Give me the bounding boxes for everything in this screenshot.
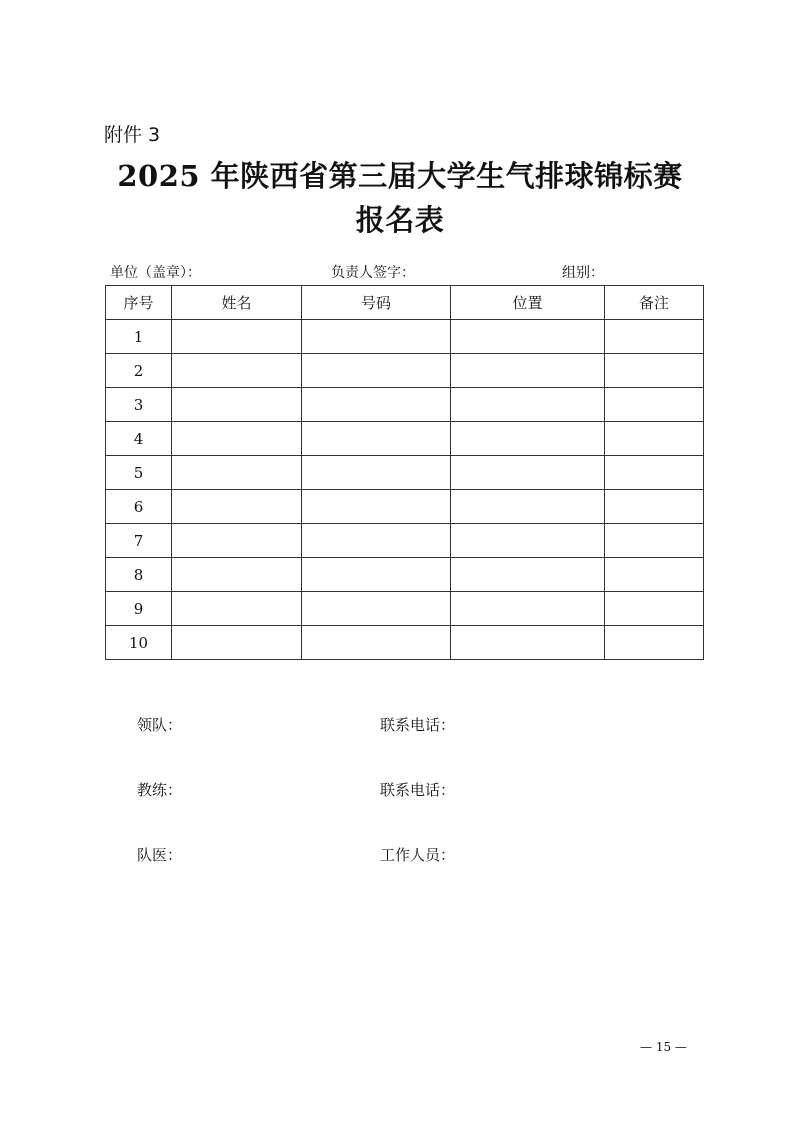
table-row — [106, 558, 704, 592]
number-cell[interactable] — [302, 320, 451, 354]
notes-cell[interactable] — [605, 456, 704, 490]
header-number: 号码 — [302, 286, 451, 320]
table-header-row — [106, 286, 704, 320]
number-cell[interactable] — [302, 388, 451, 422]
position-cell[interactable] — [451, 422, 605, 456]
header-notes: 备注 — [605, 286, 704, 320]
position-cell[interactable] — [451, 354, 605, 388]
row-index-cell: 6 — [106, 490, 172, 524]
document-title: 2025 年陕西省第三届大学生气排球锦标赛 — [117, 159, 683, 193]
notes-cell[interactable] — [605, 524, 704, 558]
notes-cell[interactable] — [605, 626, 704, 660]
number-cell[interactable] — [302, 558, 451, 592]
table-row — [106, 524, 704, 558]
staff-label: 工作人员： — [380, 846, 456, 864]
header-index: 序号 — [106, 286, 172, 320]
row-index-cell: 3 — [106, 388, 172, 422]
notes-cell[interactable] — [605, 490, 704, 524]
position-cell[interactable] — [451, 320, 605, 354]
group-field-label: 组别： — [562, 265, 604, 281]
header-name: 姓名 — [172, 286, 302, 320]
row-index-cell: 2 — [106, 354, 172, 388]
table-row — [106, 422, 704, 456]
doctor-label: 队医： — [137, 846, 183, 864]
attachment-label: 附件 3 — [104, 124, 161, 146]
coach-label: 教练： — [137, 781, 183, 799]
page-number: — 15 — — [640, 1040, 687, 1054]
notes-cell[interactable] — [605, 592, 704, 626]
name-cell[interactable] — [172, 490, 302, 524]
number-cell[interactable] — [302, 524, 451, 558]
table-row — [106, 320, 704, 354]
name-cell[interactable] — [172, 354, 302, 388]
notes-cell[interactable] — [605, 320, 704, 354]
table-row — [106, 388, 704, 422]
table-row — [106, 456, 704, 490]
row-index-cell: 8 — [106, 558, 172, 592]
row-index-cell: 10 — [106, 626, 172, 660]
notes-cell[interactable] — [605, 422, 704, 456]
row-index-cell: 4 — [106, 422, 172, 456]
number-cell[interactable] — [302, 354, 451, 388]
signature-field-label: 负责人签字： — [331, 265, 415, 281]
position-cell[interactable] — [451, 558, 605, 592]
name-cell[interactable] — [172, 422, 302, 456]
table-row — [106, 354, 704, 388]
coach-phone-label: 联系电话： — [380, 781, 456, 799]
position-cell[interactable] — [451, 490, 605, 524]
leader-phone-label: 联系电话： — [380, 716, 456, 734]
position-cell[interactable] — [451, 592, 605, 626]
table-row — [106, 592, 704, 626]
notes-cell[interactable] — [605, 388, 704, 422]
leader-label: 领队： — [137, 716, 183, 734]
row-index-cell: 5 — [106, 456, 172, 490]
number-cell[interactable] — [302, 626, 451, 660]
name-cell[interactable] — [172, 626, 302, 660]
number-cell[interactable] — [302, 592, 451, 626]
position-cell[interactable] — [451, 388, 605, 422]
unit-field-label: 单位（盖章）： — [110, 265, 201, 281]
table-row — [106, 490, 704, 524]
name-cell[interactable] — [172, 558, 302, 592]
row-index-cell: 9 — [106, 592, 172, 626]
name-cell[interactable] — [172, 320, 302, 354]
document-subtitle: 报名表 — [355, 203, 445, 237]
position-cell[interactable] — [451, 626, 605, 660]
position-cell[interactable] — [451, 456, 605, 490]
number-cell[interactable] — [302, 456, 451, 490]
number-cell[interactable] — [302, 422, 451, 456]
name-cell[interactable] — [172, 592, 302, 626]
row-index-cell: 7 — [106, 524, 172, 558]
position-cell[interactable] — [451, 524, 605, 558]
name-cell[interactable] — [172, 524, 302, 558]
name-cell[interactable] — [172, 456, 302, 490]
name-cell[interactable] — [172, 388, 302, 422]
row-index-cell: 1 — [106, 320, 172, 354]
registration-table — [105, 285, 704, 660]
table-row — [106, 626, 704, 660]
header-position: 位置 — [451, 286, 605, 320]
notes-cell[interactable] — [605, 354, 704, 388]
number-cell[interactable] — [302, 490, 451, 524]
notes-cell[interactable] — [605, 558, 704, 592]
